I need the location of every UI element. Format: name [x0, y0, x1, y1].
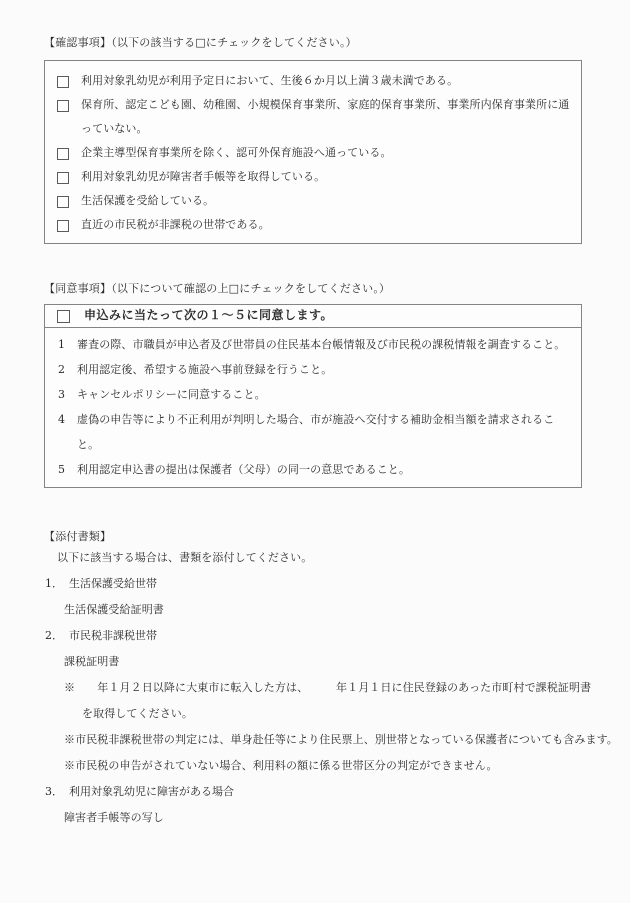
agreement-item-number: 1: [58, 338, 65, 351]
attachment-item-number: 2．: [45, 629, 63, 642]
attachment-doc-line: 生活保護受給証明書: [64, 603, 164, 616]
checklist-item-label: 保育所、認定こども園、幼稚園、小規模保育事業所、家庭的保育事業所、事業所内保育事業所に通っていない。: [81, 98, 570, 135]
agreement-item-number: 3: [58, 388, 65, 401]
attachment-item-label: 生活保護受給世帯: [69, 577, 157, 590]
checkbox[interactable]: [57, 100, 69, 112]
agreement-item-text: 利用認定後、希望する施設へ事前登録を行うこと。: [77, 363, 333, 376]
attachment-item-2: [44, 623, 618, 779]
agreement-box: [44, 304, 582, 488]
agreement-item-text: 審査の際、市職員が申込者及び世帯員の住民基本台帳情報及び市民税の課税情報を調査すること。: [77, 338, 566, 351]
note-line: ※市民税非課税世帯の判定には、単身赴任等により住民票上、別世帯となっている保護者についても含みます。: [64, 733, 618, 746]
checklist-item-label: 生活保護を受給している。: [81, 194, 215, 207]
attachment-item-number: 1．: [45, 577, 63, 590]
confirm-section-heading: 【確認事項】（以下の該当する□にチェックをしてください。）: [44, 36, 357, 49]
agreement-item: [56, 457, 570, 482]
checklist-item: [56, 69, 570, 93]
agreement-item: [56, 332, 570, 357]
note-line: を取得してください。: [82, 707, 193, 720]
checklist-item: [56, 213, 570, 237]
agreement-item-number: 4: [58, 413, 65, 426]
agreement-item-text: キャンセルポリシーに同意すること。: [77, 388, 266, 401]
attachment-item-label: 利用対象乳幼児に障害がある場合: [69, 785, 234, 798]
attachment-item-title: [44, 779, 584, 805]
agreement-item-number: 5: [58, 463, 65, 476]
agreement-item-text: 利用認定申込書の提出は保護者（父母）の同一の意思であること。: [77, 463, 410, 476]
checklist-item-label: 企業主導型保育事業所を除く、認可外保育施設へ通っている。: [81, 146, 392, 159]
checkbox[interactable]: [57, 172, 69, 184]
agreement-item-number: 2: [58, 363, 65, 376]
checkbox[interactable]: [57, 196, 69, 208]
checkbox[interactable]: [57, 148, 69, 160]
agreement-item: [56, 407, 570, 457]
agreement-item: [56, 382, 570, 407]
checklist-item: [56, 141, 570, 165]
note-line: ※ 年１月２日以降に大東市に転入した方は、 年１月１日に住民登録のあった市町村で課税証明書: [64, 681, 592, 694]
attachment-item-label: 市民税非課税世帯: [69, 629, 157, 642]
attachment-item-3: [44, 779, 584, 831]
attachment-doc-line: 課税証明書: [64, 655, 120, 668]
checklist-item: [56, 93, 570, 141]
attachment-doc-line: 障害者手帳等の写し: [64, 811, 164, 824]
agreement-item-list: [45, 328, 581, 487]
checklist-item-label: 利用対象乳幼児が利用予定日において、生後６か月以上満３歳未満である。: [81, 74, 459, 87]
agreement-checkbox[interactable]: [57, 310, 70, 323]
agreement-header-label: 申込みに当たって次の１～５に同意します。: [84, 308, 334, 322]
agree-section-heading: 【同意事項】（以下について確認の上□にチェックをしてください。）: [44, 282, 391, 295]
checkbox[interactable]: [57, 220, 69, 232]
checklist-item: [56, 165, 570, 189]
agreement-item-text: 虚偽の申告等により不正利用が判明した場合、市が施設へ交付する補助金相当額を請求されること。: [77, 413, 555, 451]
checkbox[interactable]: [57, 76, 69, 88]
confirm-checklist: [44, 60, 582, 244]
agreement-item: [56, 357, 570, 382]
attachment-item-number: 3．: [45, 785, 63, 798]
attachments-intro: 以下に該当する場合は、書類を添付してください。: [57, 551, 313, 564]
checklist-item: [56, 189, 570, 213]
attachment-item-title: [44, 623, 584, 649]
attachments-heading: 【添付書類】: [44, 530, 112, 543]
note-line: ※市民税の申告がされていない場合、利用料の額に係る世帯区分の判定ができません。: [64, 759, 498, 772]
attachment-item-title: [44, 571, 584, 597]
attachment-item-1: [44, 571, 584, 623]
checklist-item-label: 利用対象乳幼児が障害者手帳等を取得している。: [81, 170, 326, 183]
checklist-item-label: 直近の市民税が非課税の世帯である。: [81, 218, 270, 231]
agreement-header-row: [45, 305, 581, 328]
